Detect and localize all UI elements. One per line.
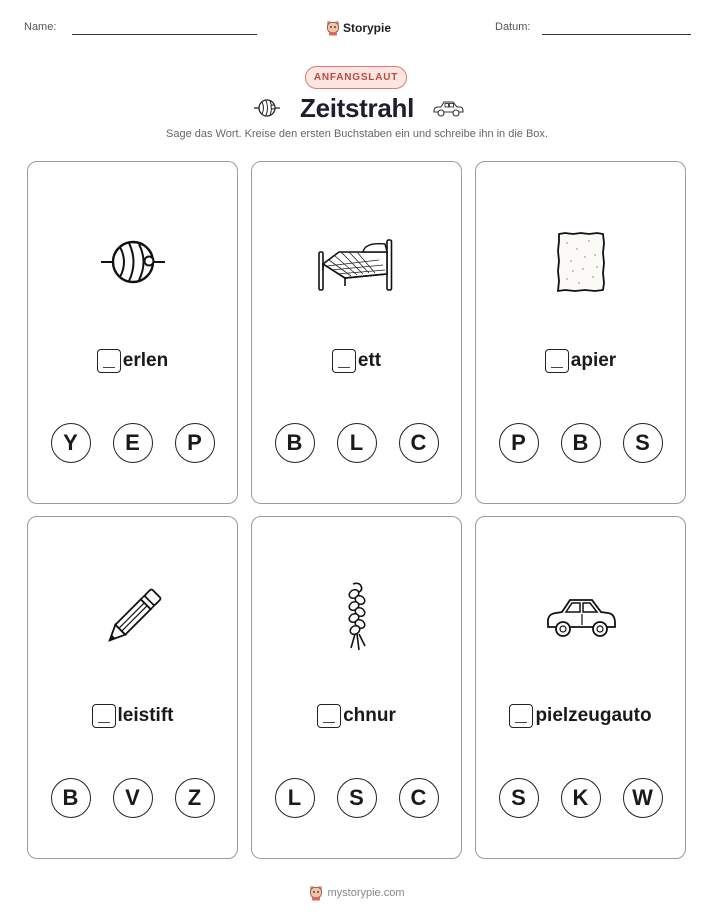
- answer-box[interactable]: [317, 704, 341, 728]
- bead-icon: [98, 237, 168, 287]
- title-row: [0, 93, 714, 123]
- letter-choices: [252, 778, 461, 818]
- letter-choice[interactable]: P: [499, 423, 539, 463]
- instructions: Sage das Wort. Kreise den ersten Buchstaben ein und schreibe ihn in die Box.: [166, 128, 548, 140]
- letter-choice[interactable]: S: [623, 423, 663, 463]
- card-bleistift: [27, 516, 238, 859]
- word-rest: apier: [570, 350, 617, 371]
- letter-choice[interactable]: W: [623, 778, 663, 818]
- letter-choices: [476, 778, 685, 818]
- word-row: [252, 704, 461, 728]
- word-rest: pielzeugauto: [535, 705, 652, 726]
- topic-badge: ANFANGSLAUT: [305, 66, 407, 89]
- word-rest: ett: [357, 350, 382, 371]
- letter-choice[interactable]: E: [113, 423, 153, 463]
- card-papier: [475, 161, 686, 504]
- card-perlen: [27, 161, 238, 504]
- letter-choices: [476, 423, 685, 463]
- header: [0, 20, 714, 44]
- word-rest: erlen: [122, 350, 169, 371]
- bed-icon: [315, 230, 399, 294]
- letter-choice[interactable]: Y: [51, 423, 91, 463]
- storypie-mascot-icon: [309, 885, 323, 901]
- letter-choice[interactable]: B: [561, 423, 601, 463]
- card-image: [531, 222, 631, 302]
- paper-icon: [555, 231, 607, 293]
- letter-choice[interactable]: C: [399, 778, 439, 818]
- letter-choices: [252, 423, 461, 463]
- card-spielzeugauto: [475, 516, 686, 859]
- letter-choices: [28, 778, 237, 818]
- letter-choice[interactable]: B: [51, 778, 91, 818]
- name-field[interactable]: [72, 34, 257, 35]
- page-title: Zeitstrahl: [299, 93, 415, 123]
- brand-logo: [326, 20, 391, 36]
- card-image: [83, 577, 183, 657]
- footer: [0, 885, 714, 901]
- date-field[interactable]: [542, 34, 691, 35]
- card-image: [531, 577, 631, 657]
- answer-box[interactable]: [545, 349, 569, 373]
- card-schnur: [251, 516, 462, 859]
- pencil-icon: [100, 582, 166, 652]
- letter-choice[interactable]: Z: [175, 778, 215, 818]
- word-rest: chnur: [343, 705, 396, 726]
- answer-box[interactable]: [92, 704, 116, 728]
- date-label: Datum:: [495, 21, 531, 33]
- letter-choice[interactable]: L: [337, 423, 377, 463]
- toy-car-icon: [432, 98, 464, 118]
- rope-icon: [339, 580, 375, 654]
- answer-box[interactable]: [97, 349, 121, 373]
- letter-choice[interactable]: L: [275, 778, 315, 818]
- word-row: [476, 349, 685, 373]
- word-row: [252, 349, 461, 373]
- footer-url[interactable]: mystorypie.com: [327, 887, 405, 899]
- card-image: [307, 222, 407, 302]
- name-label: Name:: [24, 21, 57, 33]
- letter-choice[interactable]: B: [275, 423, 315, 463]
- letter-choices: [28, 423, 237, 463]
- letter-choice[interactable]: P: [175, 423, 215, 463]
- answer-box[interactable]: [509, 704, 533, 728]
- letter-choice[interactable]: S: [337, 778, 377, 818]
- letter-choice[interactable]: K: [561, 778, 601, 818]
- storypie-mascot-icon: [326, 20, 340, 36]
- answer-box[interactable]: [332, 349, 356, 373]
- card-image: [307, 577, 407, 657]
- toy-car-icon: [544, 593, 618, 641]
- brand-name: Storypie: [343, 21, 392, 35]
- word-rest: leistift: [117, 705, 174, 726]
- card-bett: [251, 161, 462, 504]
- letter-choice[interactable]: S: [499, 778, 539, 818]
- letter-choice[interactable]: C: [399, 423, 439, 463]
- word-row: [476, 704, 685, 728]
- word-row: [28, 349, 237, 373]
- letter-choice[interactable]: V: [113, 778, 153, 818]
- word-row: [28, 704, 237, 728]
- card-image: [83, 222, 183, 302]
